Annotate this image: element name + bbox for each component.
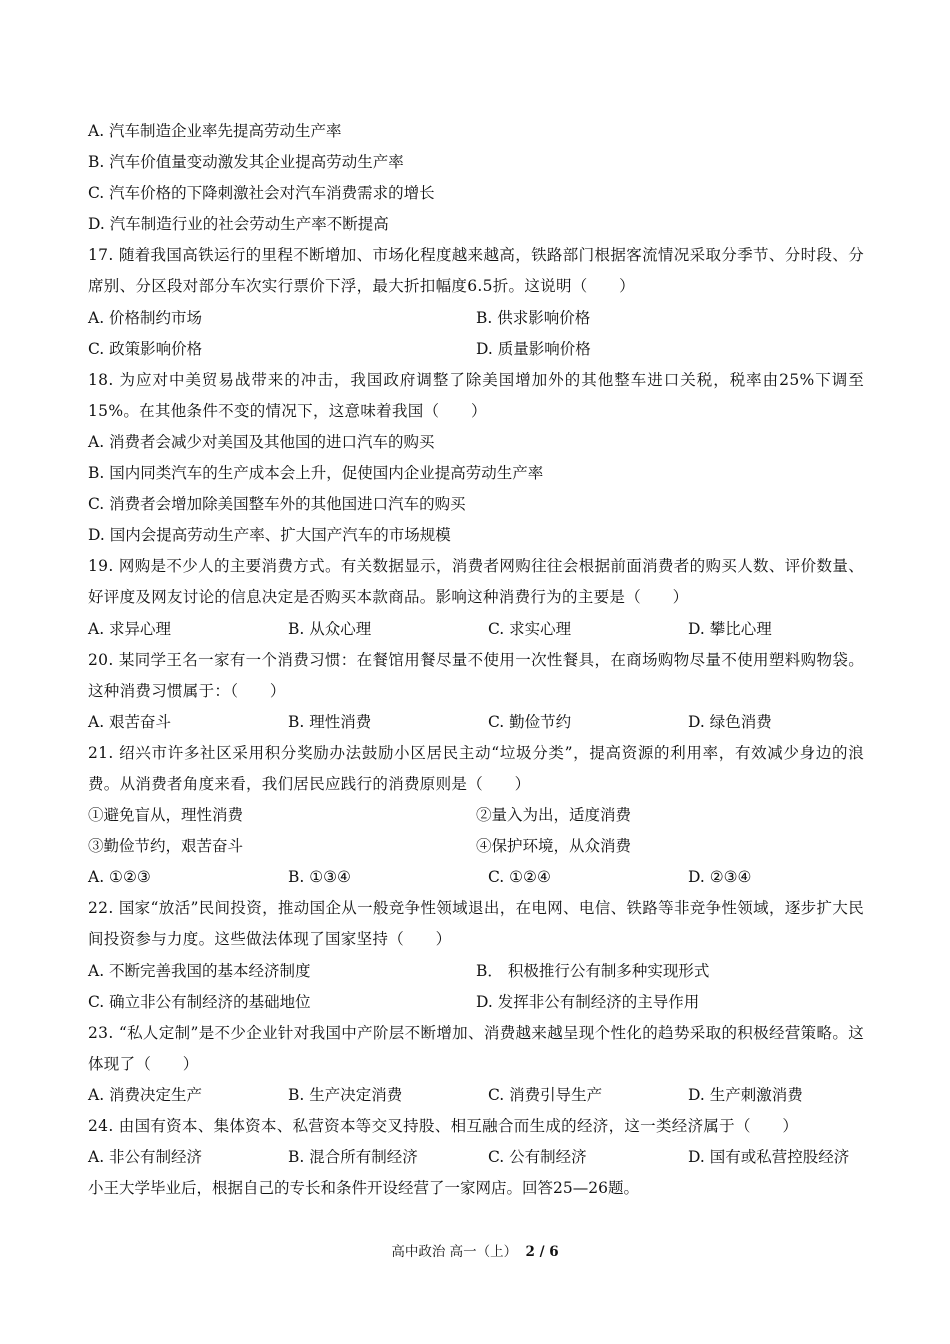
question-23-option-c: C. 消费引导生产 <box>488 1085 603 1104</box>
question-17-option-a: A. 价格制约市场 <box>88 308 203 327</box>
question-23-option-d: D. 生产刺激消费 <box>688 1085 803 1104</box>
exam-content <box>88 116 864 1204</box>
question-17-option-c: C. 政策影响价格 <box>88 339 203 358</box>
prev-option-c: C. 汽车价格的下降刺激社会对汽车消费需求的增长 <box>88 184 435 203</box>
question-21-item-4: ④保护环境，从众消费 <box>476 837 632 856</box>
question-21-item-3: ③勤俭节约，艰苦奋斗 <box>88 837 244 856</box>
question-18-option-a: A. 消费者会减少对美国及其他国的进口汽车的购买 <box>88 432 435 451</box>
question-17-option-d: D. 质量影响价格 <box>476 339 591 358</box>
question-22-option-d: D. 发挥非公有制经济的主导作用 <box>476 992 700 1011</box>
question-21-items-row2 <box>88 831 864 862</box>
question-24-option-b: B. 混合所有制经济 <box>288 1148 418 1167</box>
question-18-option-c: C. 消费者会增加除美国整车外的其他国进口汽车的购买 <box>88 495 466 514</box>
question-23-option-a: A. 消费决定生产 <box>88 1085 203 1104</box>
question-19-options <box>88 614 864 645</box>
question-20-options <box>88 707 864 738</box>
question-21-stem: 21. 绍兴市许多社区采用积分奖励办法鼓励小区居民主动“垃圾分类”，提高资源的利用率，有效减少身边的浪费。从消费者角度来看，我们居民应践行的消费原则是（ ） <box>88 743 864 793</box>
question-22-option-a: A. 不断完善我国的基本经济制度 <box>88 961 311 980</box>
prev-option-b: B. 汽车价值量变动激发其企业提高劳动生产率 <box>88 153 404 172</box>
question-21-item-1: ①避免盲从，理性消费 <box>88 806 244 825</box>
question-19-option-c: C. 求实心理 <box>488 619 572 638</box>
question-18-option-d: D. 国内会提高劳动生产率、扩大国产汽车的市场规模 <box>88 526 451 545</box>
question-20-option-a: A. 艰苦奋斗 <box>88 712 172 731</box>
question-24-options <box>88 1142 864 1173</box>
question-24-stem: 24. 由国有资本、集体资本、私营资本等交叉持股、相互融合而生成的经济，这一类经济属于（ ） <box>88 1117 799 1135</box>
question-20-stem: 20. 某同学王名一家有一个消费习惯：在餐馆用餐尽量不使用一次性餐具，在商场购物尽量不使用塑料购物袋。这种消费习惯属于：（ ） <box>88 650 864 700</box>
question-24-option-a: A. 非公有制经济 <box>88 1148 203 1167</box>
intro-questions-25-26: 小王大学毕业后，根据自己的专长和条件开设经营了一家网店。回答25—26题。 <box>88 1179 639 1198</box>
question-23-stem: 23. “私人定制”是不少企业针对我国中产阶层不断增加、消费越来越呈现个性化的趋势采取的积极经营策略。这体现了（ ） <box>88 1023 864 1073</box>
question-20-option-c: C. 勤俭节约 <box>488 712 572 731</box>
question-24-option-c: C. 公有制经济 <box>488 1148 587 1167</box>
question-20-option-b: B. 理性消费 <box>288 712 372 731</box>
question-21-option-c: C. ①②④ <box>488 868 551 887</box>
question-18-stem: 18. 为应对中美贸易战带来的冲击，我国政府调整了除美国增加外的其他整车进口关税，税率由25%下调至15%。在其他条件不变的情况下，这意味着我国（ ） <box>88 370 864 420</box>
question-22-option-b: B． 积极推行公有制多种实现形式 <box>476 961 710 980</box>
question-21-items-row1 <box>88 800 864 831</box>
question-22-option-c: C. 确立非公有制经济的基础地位 <box>88 992 311 1011</box>
question-21-option-b: B. ①③④ <box>288 868 351 887</box>
question-17-option-b: B. 供求影响价格 <box>476 308 591 327</box>
question-20-option-d: D. 绿色消费 <box>688 712 772 731</box>
question-22-stem: 22. 国家“放活”民间投资，推动国企从一般竞争性领域退出，在电网、电信、铁路等非竞争性领域，逐步扩大民间投资参与力度。这些做法体现了国家坚持（ ） <box>88 899 864 949</box>
question-19-stem: 19. 网购是不少人的主要消费方式。有关数据显示，消费者网购往往会根据前面消费者的购买人数、评价数量、好评度及网友讨论的信息决定是否购买本款商品。影响这种消费行为的主要是（ ） <box>88 557 864 607</box>
page-footer <box>0 1240 950 1260</box>
question-17-stem: 17. 随着我国高铁运行的里程不断增加、市场化程度越来越高，铁路部门根据客流情况采取分季节、分时段、分席别、分区段对部分车次实行票价下浮，最大折扣幅度6.5折。这说明（ ） <box>88 246 864 296</box>
question-19-option-d: D. 攀比心理 <box>688 619 772 638</box>
question-23-options <box>88 1080 864 1111</box>
question-17-options-row1 <box>88 303 864 334</box>
prev-option-a: A. 汽车制造企业率先提高劳动生产率 <box>88 122 342 140</box>
question-19-option-b: B. 从众心理 <box>288 619 372 638</box>
question-21-item-2: ②量入为出，适度消费 <box>476 806 632 825</box>
question-19-option-a: A. 求异心理 <box>88 619 172 638</box>
question-21-option-a: A. ①②③ <box>88 868 151 887</box>
question-23-option-b: B. 生产决定消费 <box>288 1085 403 1104</box>
question-22-options-row2 <box>88 987 864 1018</box>
question-24-option-d: D. 国有或私营控股经济 <box>688 1148 850 1167</box>
question-21-option-d: D. ②③④ <box>688 868 752 887</box>
prev-option-d: D. 汽车制造行业的社会劳动生产率不断提高 <box>88 215 389 234</box>
question-17-options-row2 <box>88 334 864 365</box>
question-18-option-b: B. 国内同类汽车的生产成本会上升，促使国内企业提高劳动生产率 <box>88 464 544 483</box>
footer-page-number: 2 / 6 <box>525 1244 559 1260</box>
question-22-options-row1 <box>88 956 864 987</box>
question-21-options <box>88 862 864 893</box>
footer-subject: 高中政治 高一（上） <box>391 1244 518 1260</box>
